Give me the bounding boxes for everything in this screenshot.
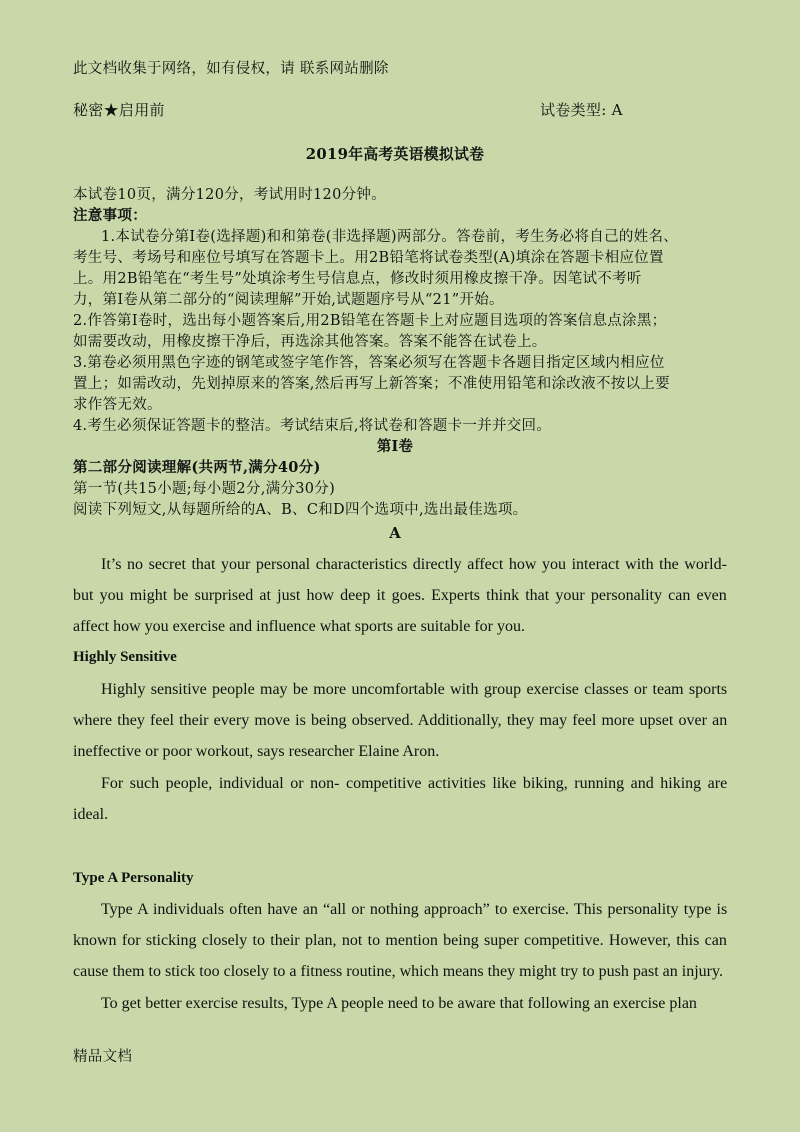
part-heading: 第二部分阅读理解(共两节,满分40分) [73,459,321,476]
notice-line: 如需要改动，用橡皮擦干净后，再选涂其他答案。答案不能答在试卷上。 [73,334,547,350]
passage-label: A [389,524,401,542]
sensitive-para1-line: ineffective or poor workout, says researcher Elaine Aron. [73,743,440,760]
sensitive-para2-line: For such people, individual or non- competitive activities like biking, running and hiking are [101,775,728,792]
heading-highly-sensitive: Highly Sensitive [73,649,177,665]
heading-type-a: Type A Personality [73,870,194,886]
typea-para1-line: Type A individuals often have an “all or nothing approach” to exercise. This personality type is [101,901,728,918]
paper-type: 试卷类型: A [540,101,623,119]
exam-info: 本试卷10页，满分120分，考试用时120分钟。 [73,187,387,203]
passage-intro-line: but you might be surprised at just how deep it goes. Experts think that your personality can even [73,587,727,604]
notice-heading: 注意事项： [73,207,147,224]
sensitive-para2-line: ideal. [73,806,109,823]
notice-line: 考生号、考场号和座位号填写在答题卡上。用2B铅笔将试卷类型(A)填涂在答题卡相应位置 [73,250,664,266]
notice-line: 求作答无效。 [73,397,162,413]
passage-intro-line: affect how you exercise and influence what sports are suitable for you. [73,618,525,635]
volume-heading: 第I卷 [376,438,414,455]
typea-para2-line: To get better exercise results, Type A people need to be aware that following an exercise plan [101,995,697,1012]
notice-line: 2.作答第I卷时，选出每小题答案后,用2B铅笔在答题卡上对应题目选项的答案信息点涂黑； [73,313,667,329]
notice-line: 置上；如需改动，先划掉原来的答案,然后再写上新答案；不准使用铅笔和涂改液不按以上要 [73,376,670,392]
section-line: 第一节(共15小题;每小题2分,满分30分) [73,481,336,497]
notice-line: 4.考生必须保证答题卡的整洁。考试结束后,将试卷和答题卡一并并交回。 [73,418,552,434]
sensitive-para1-line: where they feel their every move is being observed. Additionally, they may feel more upset over an [73,712,728,729]
exam-title: 2019年高考英语模拟试卷 [305,145,485,163]
notice-line: 3.第卷必须用黑色字迹的钢笔或签字笔作答，答案必须写在答题卡各题目指定区域内相应位 [73,355,665,371]
notice-line: 1.本试卷分第I卷(选择题)和和第卷(非选择题)两部分。答卷前，考生务必将自己的姓名、 [101,229,679,245]
instruction-line: 阅读下列短文,从每题所给的A、B、C和D四个选项中,选出最佳选项。 [73,502,528,518]
footer-note: 精品文档 [73,1049,133,1065]
typea-para1-line: known for sticking closely to their plan, not to mention being super competitive. However, this can [73,932,727,949]
secret-label: 秘密★启用前 [73,101,165,119]
passage-intro-line: It’s no secret that your personal characteristics directly affect how you interact with the world- [101,556,727,573]
notice-line: 力，第I卷从第二部分的“阅读理解”开始,试题题序号从“21”开始。 [73,292,504,308]
notice-line: 上。用2B铅笔在“考生号”处填涂考生号信息点，修改时须用橡皮擦干净。因笔试不考听 [73,271,642,287]
typea-para1-line: cause them to stick too closely to a fitness routine, which means they might try to push past an injury. [73,963,723,980]
header-note: 此文档收集于网络，如有侵权，请 联系网站删除 [73,61,389,77]
sensitive-para1-line: Highly sensitive people may be more uncomfortable with group exercise classes or team sports [101,681,728,698]
